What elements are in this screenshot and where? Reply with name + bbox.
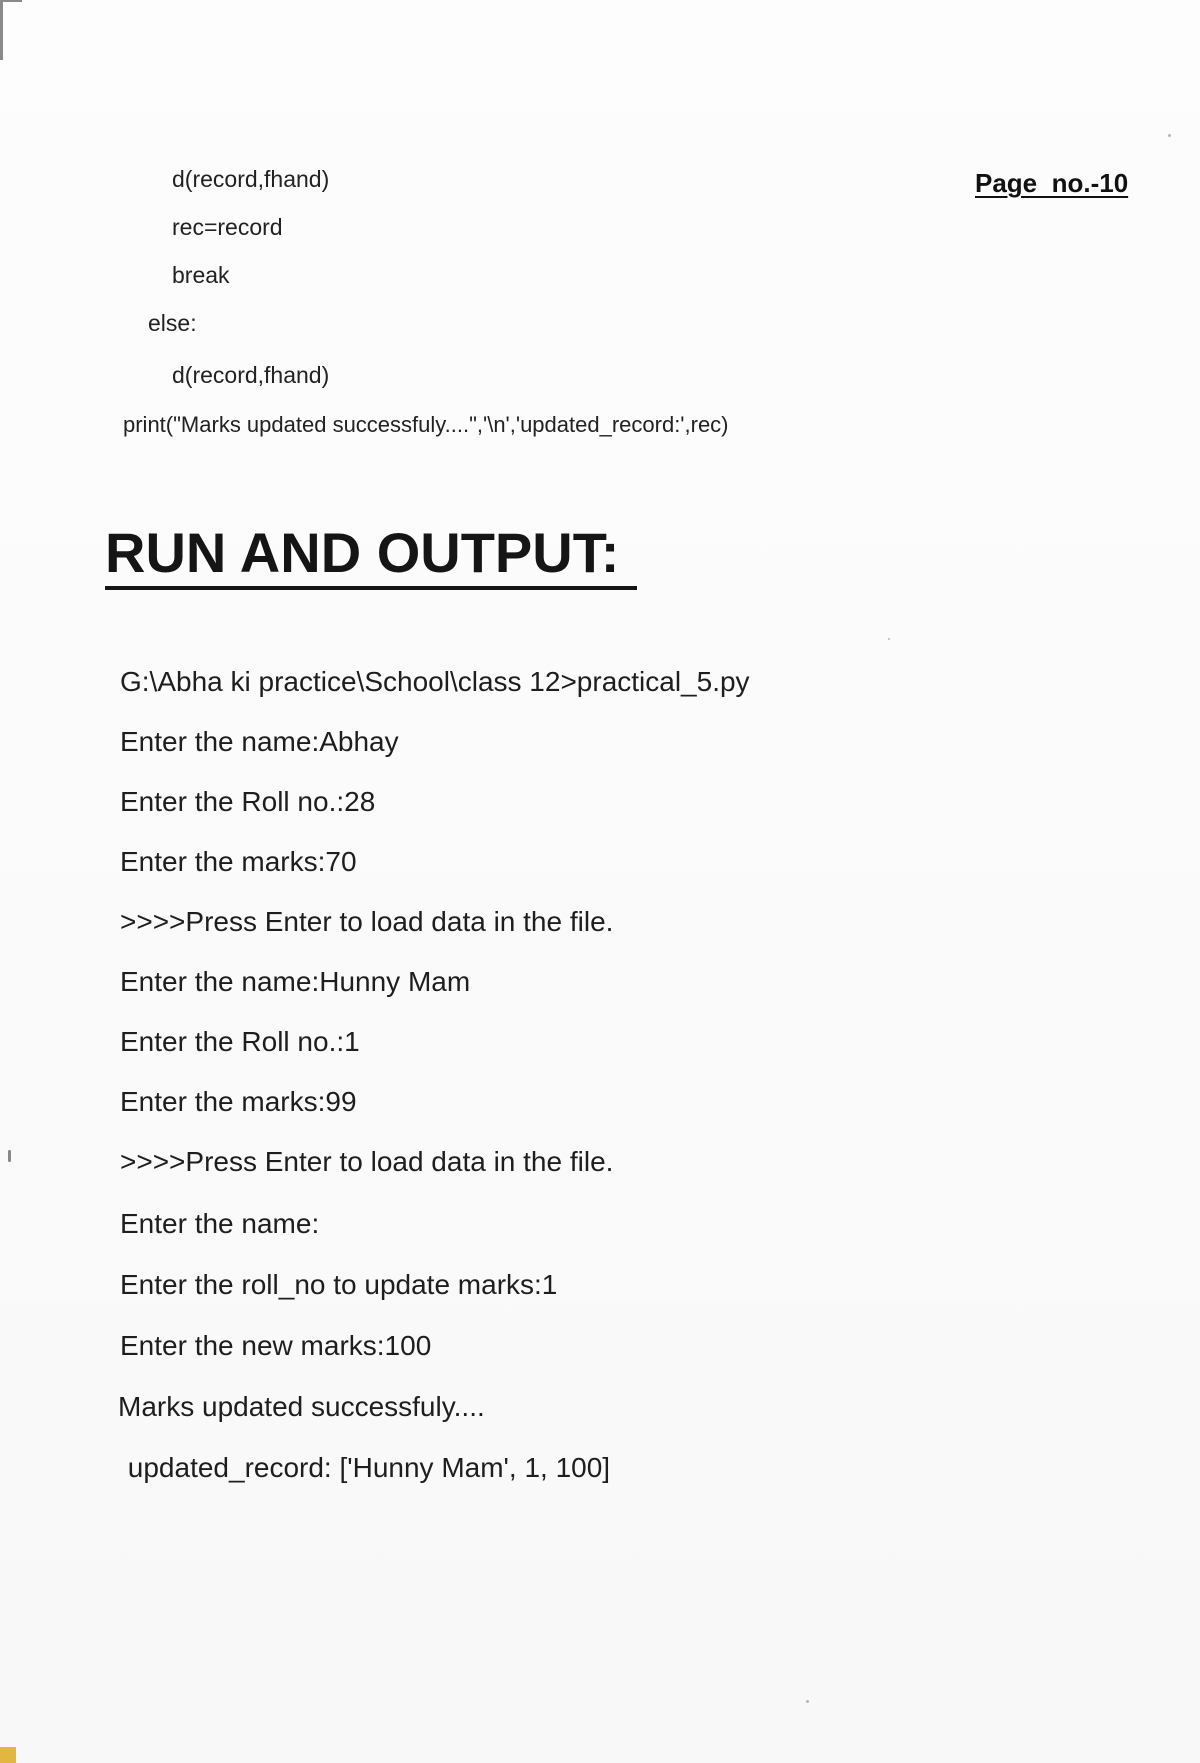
scan-edge-mark [0, 0, 3, 60]
code-line: d(record,fhand) [172, 166, 330, 192]
output-line: updated_record: ['Hunny Mam', 1, 100] [120, 1452, 611, 1483]
section-heading: RUN AND OUTPUT: [105, 521, 620, 584]
code-line: else: [148, 310, 197, 336]
code-line: d(record,fhand) [172, 362, 330, 388]
scan-speck [888, 638, 890, 640]
scan-speck [806, 1700, 809, 1703]
output-line: Enter the name:Abhay [120, 726, 399, 757]
output-line: >>>>Press Enter to load data in the file. [120, 1146, 614, 1177]
output-line: >>>>Press Enter to load data in the file. [120, 906, 614, 937]
output-line: Enter the marks:99 [120, 1086, 357, 1117]
output-line: G:\Abha ki practice\School\class 12>practical_5.py [120, 666, 750, 697]
paper-corner-mark [0, 1747, 16, 1763]
heading-underline [105, 586, 637, 590]
code-line: rec=record [172, 214, 283, 240]
code-line: break [172, 262, 230, 288]
output-line: Enter the Roll no.:1 [120, 1026, 360, 1057]
output-line: Enter the Roll no.:28 [120, 786, 376, 817]
scan-edge-tick [0, 0, 22, 2]
output-line: Enter the marks:70 [120, 846, 357, 877]
output-line: Enter the roll_no to update marks:1 [120, 1269, 558, 1300]
output-line: Marks updated successfuly.... [118, 1391, 485, 1422]
output-line: Enter the name:Hunny Mam [120, 966, 471, 997]
scan-speck [1168, 134, 1171, 137]
code-line: print("Marks updated successfuly....",'\n','updated_record:',rec) [123, 412, 729, 437]
output-line: Enter the new marks:100 [120, 1330, 432, 1361]
page-number: Page no.-10 [975, 168, 1129, 198]
output-line: Enter the name: [120, 1208, 320, 1239]
scan-speck [8, 1150, 11, 1162]
